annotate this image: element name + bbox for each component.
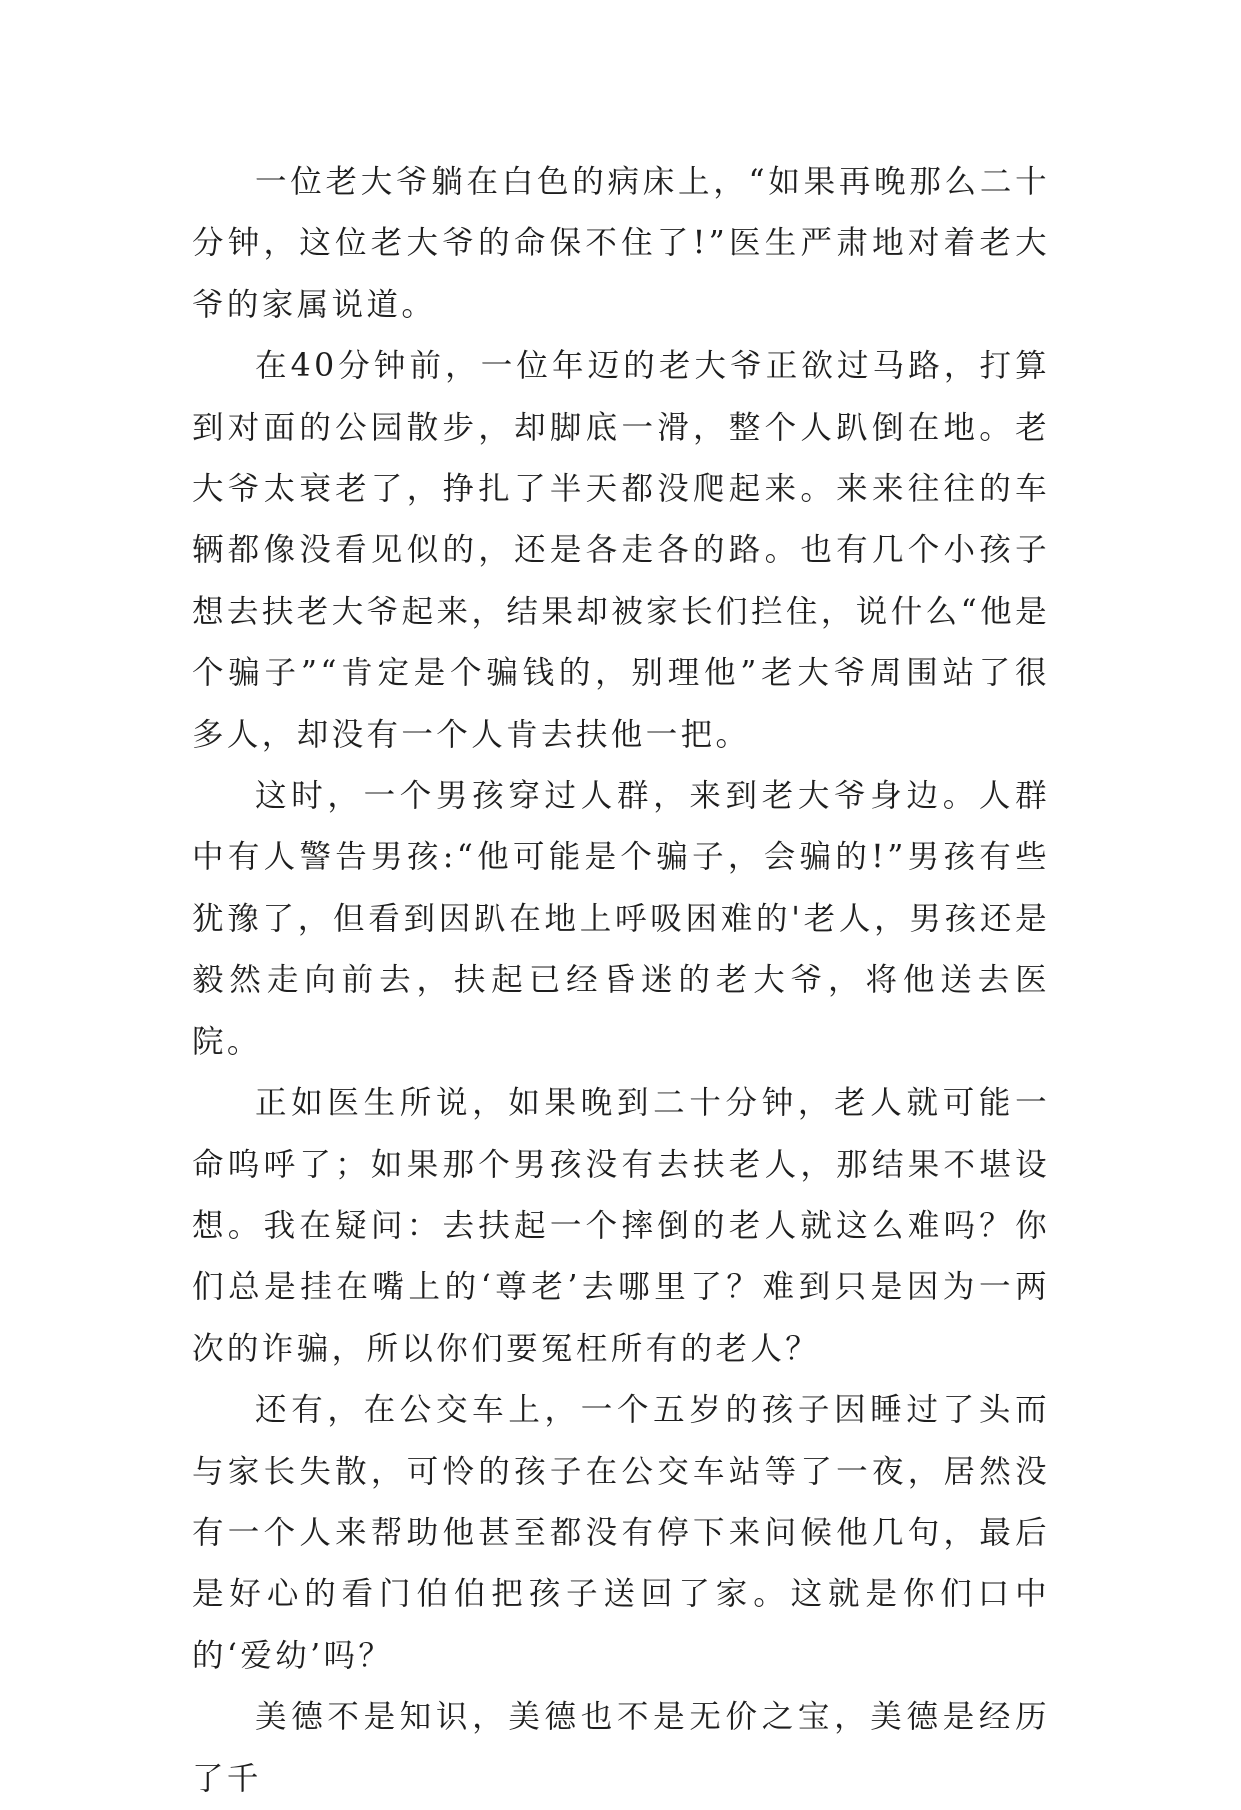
paragraph-3: 这时，一个男孩穿过人群，来到老大爷身边。人群中有人警告男孩:“他可能是个骗子，会骗的!”男孩有些犹豫了，但看到因趴在地上呼吸困难的'老人，男孩还是毅然走向前去，扶起已经昏迷的老大爷，将他送去医院。 [192, 778, 1050, 1060]
paragraph-6: 美德不是知识，美德也不是无价之宝，美德是经历了千 [192, 1699, 1050, 1797]
paragraph-4: 正如医生所说，如果晚到二十分钟，老人就可能一命呜呼了；如果那个男孩没有去扶老人，那结果不堪设想。我在疑问：去扶起一个摔倒的老人就这么难吗？你们总是挂在嘴上的‘尊老’去哪里了？难到只是因为一两次的诈骗，所以你们要冤枉所有的老人？ [192, 1085, 1050, 1367]
paragraph-2: 在40分钟前，一位年迈的老大爷正欲过马路，打算到对面的公园散步，却脚底一滑，整个人趴倒在地。老大爷太衰老了，挣扎了半天都没爬起来。来来往往的车辆都像没看见似的，还是各走各的路。也有几个小孩子想去扶老大爷起来，结果却被家长们拦住，说什么“他是个骗子”“肯定是个骗钱的，别理他”老大爷周围站了很多人，却没有一个人肯去扶他一把。 [192, 348, 1050, 753]
essay-body [192, 152, 1050, 1810]
paragraph-5: 还有，在公交车上，一个五岁的孩子因睡过了头而与家长失散，可怜的孩子在公交车站等了一夜，居然没有一个人来帮助他甚至都没有停下来问候他几句，最后是好心的看门伯伯把孩子送回了家。这就是你们口中的‘爱幼’吗？ [192, 1392, 1050, 1674]
paragraph-1: 一位老大爷躺在白色的病床上，“如果再晚那么二十分钟，这位老大爷的命保不住了!”医生严肃地对着老大爷的家属说道。 [192, 164, 1050, 323]
